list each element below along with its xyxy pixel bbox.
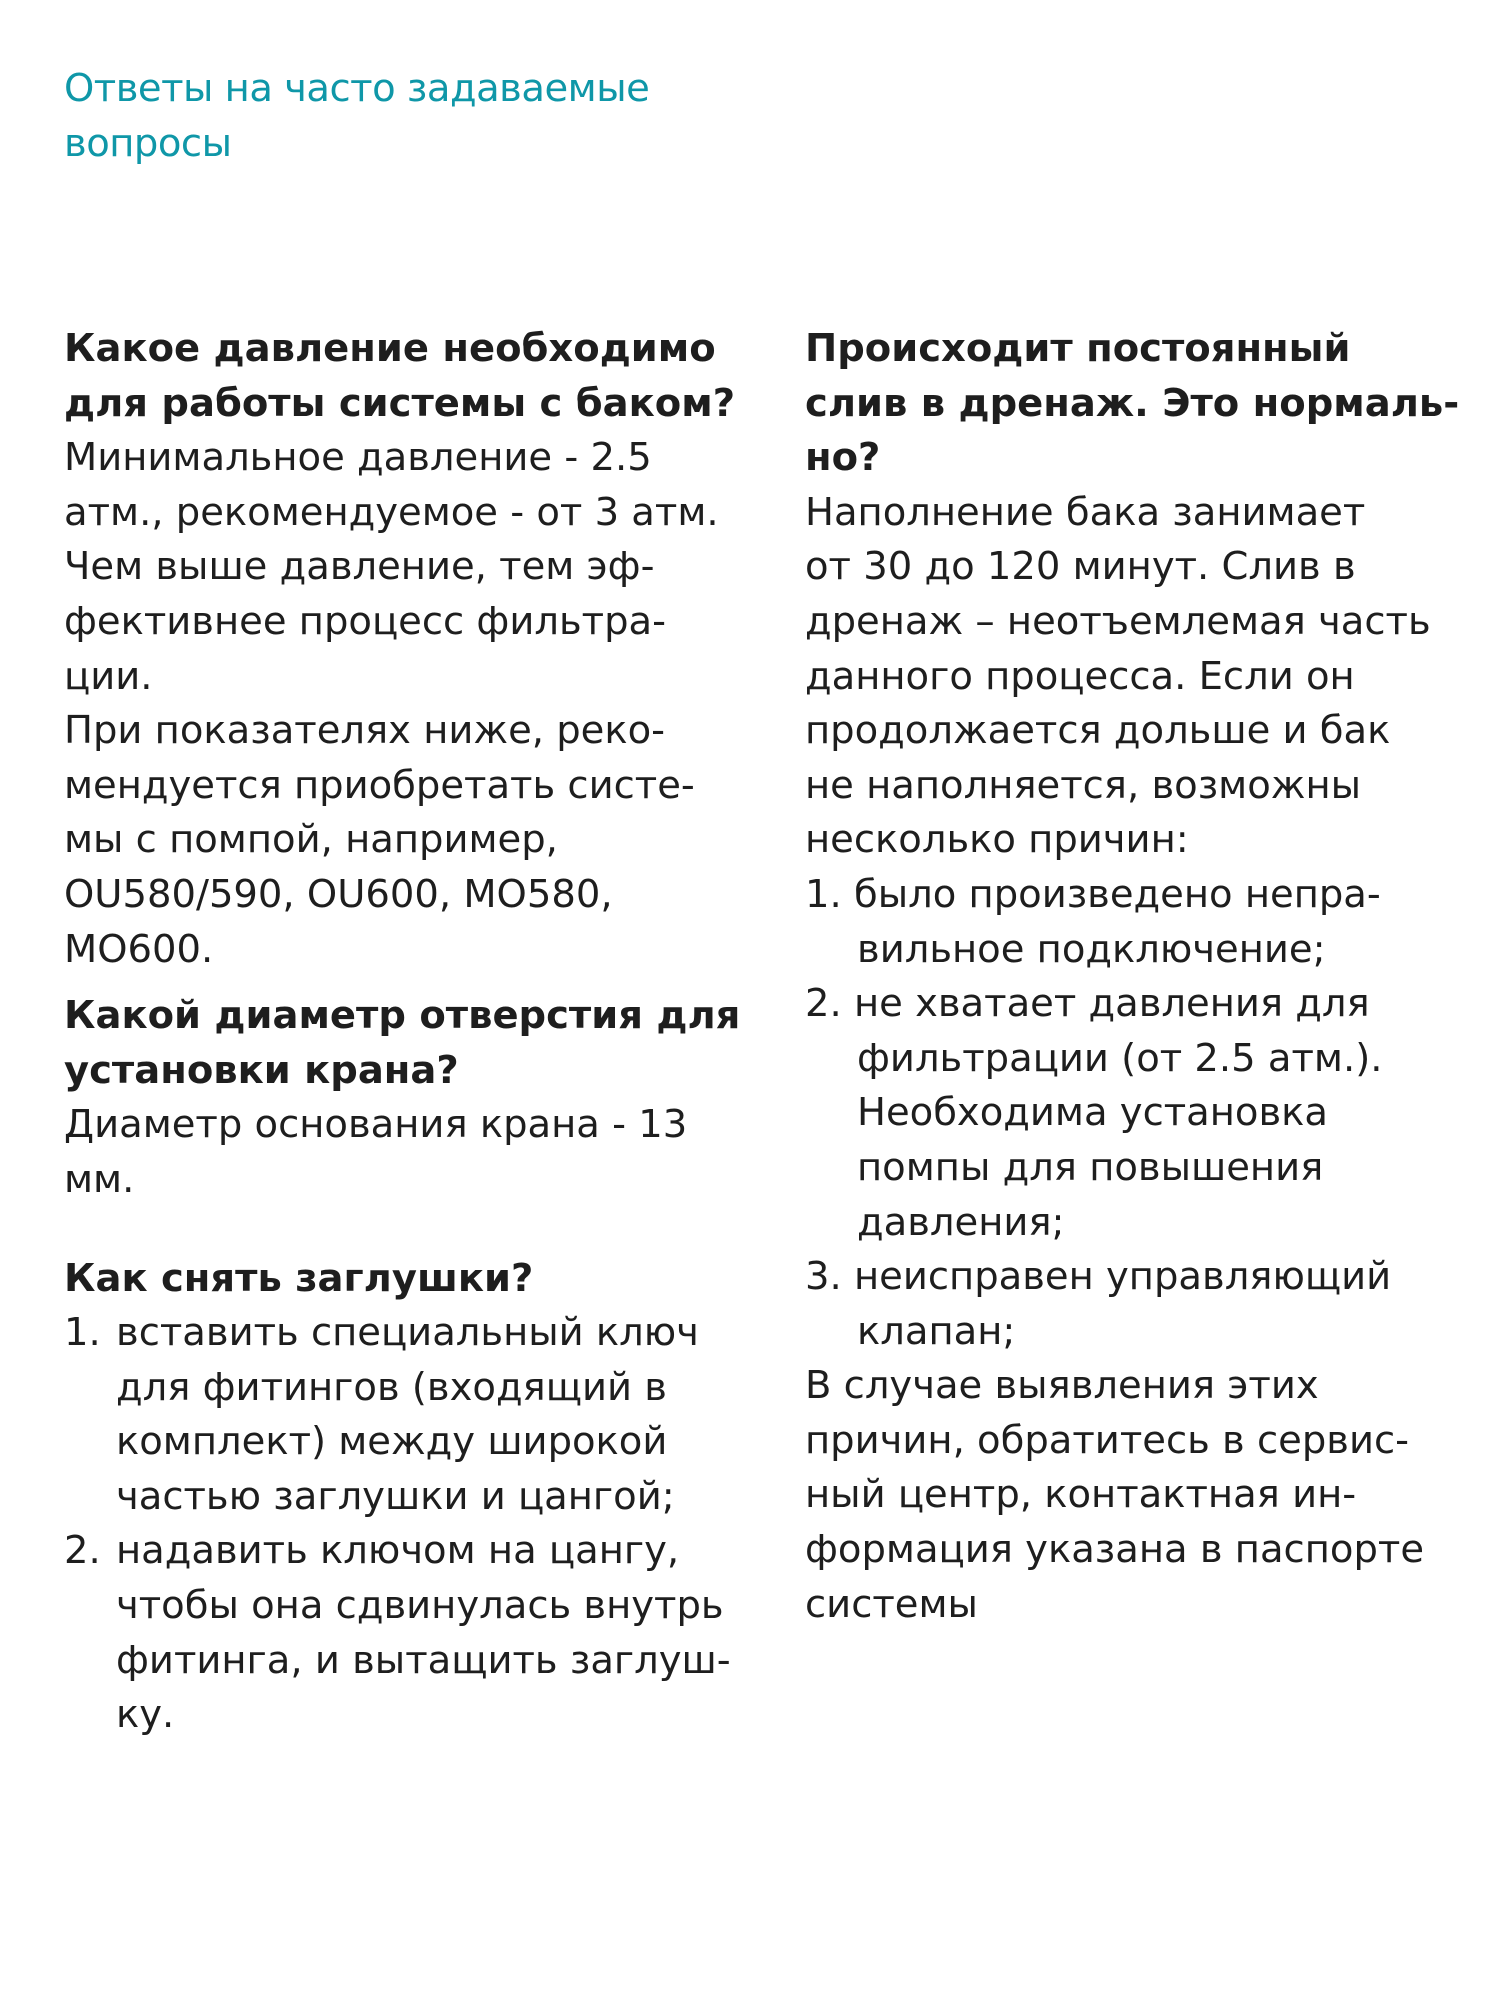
title-line: Ответы на часто задаваемые	[64, 66, 650, 111]
step-line: чтобы она сдвинулась внутрь	[116, 1583, 724, 1629]
question-line: Какой диаметр отверстия для	[64, 993, 741, 1039]
answer-line: Наполнение бака занимает	[805, 489, 1366, 535]
left-column	[64, 322, 754, 1743]
question-line: слив в дренаж. Это нормаль-	[805, 380, 1460, 426]
answer-line: фективнее процесс фильтра-	[64, 598, 666, 644]
answer-line: Диаметр основания крана - 13	[64, 1102, 688, 1148]
title-line: вопросы	[64, 120, 232, 166]
step-item	[64, 1524, 754, 1742]
step-line: надавить ключом на цангу,	[116, 1528, 680, 1574]
spacer	[64, 977, 754, 989]
faq-pressure	[64, 322, 754, 977]
answer-line: Чем выше давление, тем эф-	[64, 544, 655, 590]
answer-line: Минимальное давление - 2.5	[64, 435, 652, 481]
answer-line: продолжается дольше и бак	[805, 708, 1391, 754]
cause-line: фильтрации (от 2.5 атм.).	[857, 1035, 1383, 1081]
step-line: для фитингов (входящий в	[116, 1364, 667, 1410]
answer-line: данного процесса. Если он	[805, 653, 1355, 699]
answer-line: мы с помпой, например,	[64, 817, 558, 863]
cause-text: неисправен управляющий	[853, 1254, 1392, 1300]
step-number: 1.	[64, 1310, 101, 1356]
right-column	[805, 322, 1465, 1632]
question-drain	[805, 322, 1465, 486]
step-number: 2.	[64, 1528, 101, 1574]
closing-line: формация указана в паспорте	[805, 1527, 1425, 1573]
answer-line: OU580/590, OU600, MO580,	[64, 871, 613, 917]
cause-line: клапан;	[857, 1308, 1016, 1354]
question-line: но?	[805, 435, 881, 481]
faq-drain	[805, 322, 1465, 1632]
cause-line	[805, 1250, 1465, 1305]
answer-pressure	[64, 431, 754, 977]
answer-drain	[805, 486, 1465, 868]
answer-line: ции.	[64, 653, 153, 699]
question-pressure	[64, 322, 754, 431]
closing-line: системы	[805, 1581, 978, 1627]
drain-closing-note	[805, 1359, 1465, 1632]
step-line: вставить специальный ключ	[116, 1310, 699, 1356]
cause-text: не хватает давления для	[853, 981, 1370, 1027]
question-line: установки крана?	[64, 1047, 459, 1093]
cause-line: вильное подключение;	[857, 926, 1326, 972]
answer-line: MO600.	[64, 926, 214, 972]
answer-line: атм., рекомендуемое - от 3 атм.	[64, 489, 719, 535]
answer-line: от 30 до 120 минут. Слив в	[805, 544, 1356, 590]
cause-item	[805, 868, 1465, 977]
cause-number: 3.	[805, 1254, 842, 1300]
cause-number: 1.	[805, 871, 842, 917]
cause-line	[805, 977, 1465, 1032]
drain-causes-list	[805, 868, 1465, 1359]
closing-line: ный центр, контактная ин-	[805, 1472, 1357, 1518]
cause-number: 2.	[805, 981, 842, 1027]
cause-line: Необходима установка	[857, 1090, 1329, 1136]
step-item	[64, 1306, 754, 1524]
question-line: для работы системы с баком?	[64, 380, 736, 426]
answer-line: При показателях ниже, реко-	[64, 708, 666, 754]
plug-removal-steps	[64, 1306, 754, 1743]
cause-text: было произведено непра-	[853, 871, 1381, 917]
step-line: ку.	[116, 1692, 175, 1738]
question-plugs	[64, 1252, 754, 1307]
faq-faucet-hole	[64, 989, 754, 1207]
answer-line: мендуется приобретать систе-	[64, 762, 695, 808]
page-title	[64, 62, 649, 171]
question-line: Какое давление необходимо	[64, 326, 716, 371]
step-line: фитинга, и вытащить заглуш-	[116, 1637, 731, 1683]
answer-line: дренаж – неотъемлемая часть	[805, 598, 1431, 644]
step-line: частью заглушки и цангой;	[116, 1473, 675, 1519]
cause-item	[805, 1250, 1465, 1359]
answer-faucet-hole	[64, 1098, 754, 1207]
question-line: Как снять заглушки?	[64, 1255, 534, 1301]
cause-line	[805, 868, 1465, 923]
question-faucet-hole	[64, 989, 754, 1098]
answer-line: несколько причин:	[805, 817, 1189, 863]
faq-plugs	[64, 1252, 754, 1743]
closing-line: В случае выявления этих	[805, 1363, 1319, 1409]
answer-line: не наполняется, возможны	[805, 762, 1362, 808]
cause-line: давления;	[857, 1199, 1065, 1245]
cause-line: помпы для повышения	[857, 1144, 1324, 1190]
answer-line: мм.	[64, 1156, 135, 1202]
question-line: Происходит постоянный	[805, 326, 1351, 371]
step-line: комплект) между широкой	[116, 1419, 668, 1465]
spacer	[64, 1208, 754, 1252]
closing-line: причин, обратитесь в сервис-	[805, 1417, 1410, 1463]
cause-item	[805, 977, 1465, 1250]
